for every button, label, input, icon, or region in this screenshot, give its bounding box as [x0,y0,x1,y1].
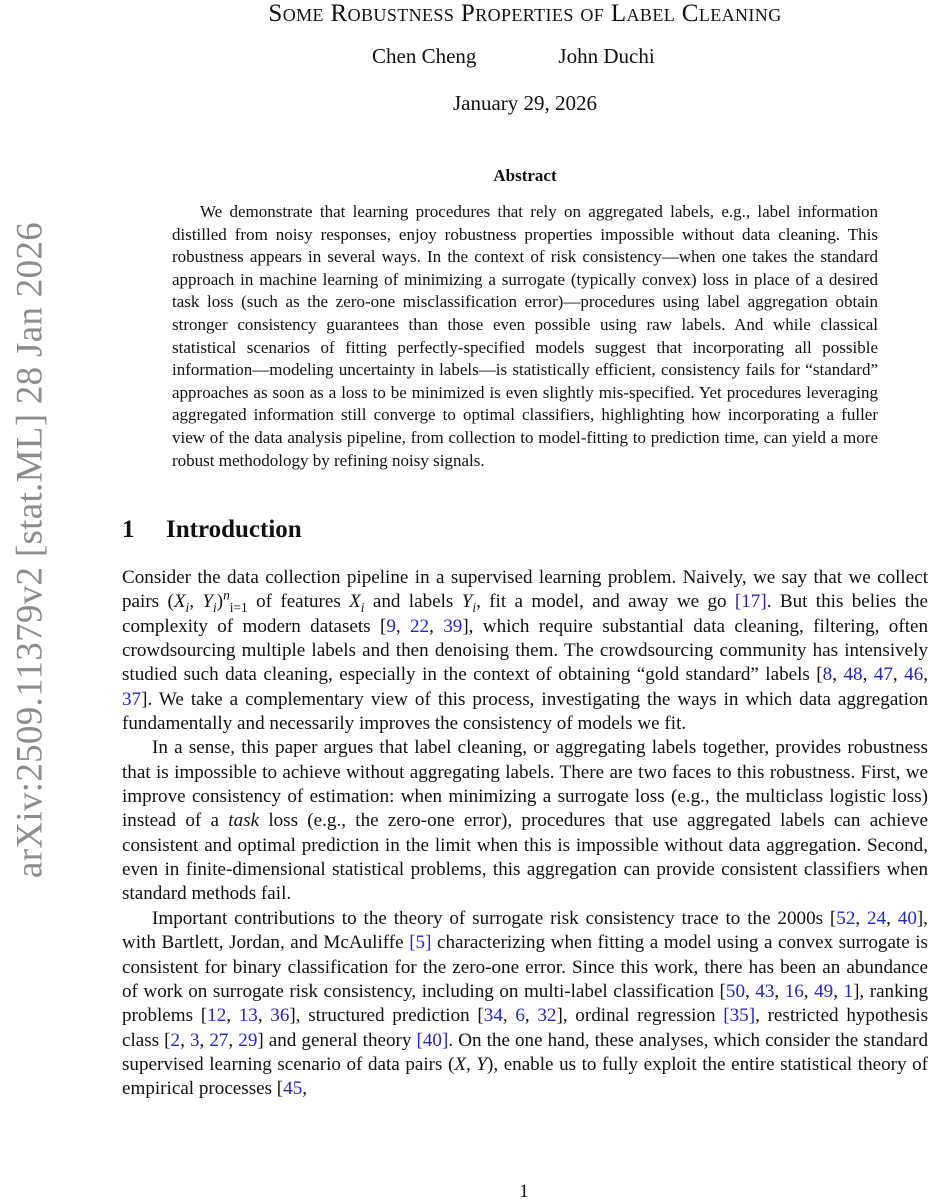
citation-link[interactable]: 9 [386,615,396,637]
citation-link[interactable]: 13 [238,1005,258,1027]
section-heading: 1 Introduction [122,516,302,543]
citation-link[interactable]: 16 [784,980,804,1002]
citation-link[interactable]: 37 [122,688,142,710]
page-number: 1 [519,1181,529,1202]
citation-link[interactable]: 32 [537,1005,557,1027]
citation-link[interactable]: 46 [904,664,924,686]
citation-link[interactable]: 50 [725,980,745,1002]
citation-link[interactable]: 40 [897,907,917,929]
citation-link[interactable]: 47 [873,664,893,686]
citation-link[interactable]: 45 [283,1078,303,1100]
author-2: John Duchi [558,44,655,68]
citation-link[interactable]: 2 [170,1029,181,1051]
citation-link[interactable]: 1 [843,980,854,1002]
citation-link[interactable]: 6 [515,1005,525,1027]
citation-link[interactable]: [5] [409,932,432,954]
citation-link[interactable]: 27 [209,1029,229,1051]
citation-link[interactable]: 34 [483,1005,503,1027]
citation-link[interactable]: 24 [867,907,887,929]
citation-link[interactable]: 22 [410,615,430,637]
citation-link[interactable]: 49 [814,980,834,1002]
citation-link[interactable]: [35] [723,1005,756,1027]
citation-link[interactable]: 3 [189,1029,200,1051]
citation-link[interactable]: 43 [755,980,775,1002]
paragraph-3: Important contributions to the theory of surrogate risk consistency trace to the 2000s [52, 24, 40], with Bartlett, Jordan, and McAuliffe [5] characterizing when fitting a model using a convex surrogate is consistent for binary classification for the zero-one error. Since this work, there has been an abundance of work on surrogate risk consistency, including on multi-label classification [50, 43, 16, 49, 1], ranking problems [12, 13, 36], structured prediction [34, 6, 32], ordinal regression [35], restricted hypothesis class [2, 3, 27, 29] and general theory [40]. On the one hand, these analyses, which consider the standard supervised learning scenario of data pairs (X, Y), enable us to fully exploit the entire statistical theory of empirical processes [45, [122,907,928,1100]
citation-link[interactable]: [17] [734,591,767,613]
citation-link[interactable]: 52 [836,907,856,929]
citation-link[interactable]: 48 [843,664,863,686]
citation-link[interactable]: 36 [270,1005,290,1027]
paper-title: Some Robustness Properties of Label Cleaning [268,0,782,27]
citation-link[interactable]: 8 [822,664,833,686]
paper-date: January 29, 2026 [452,91,598,115]
paragraph-1: Consider the data collection pipeline in a supervised learning problem. Naively, we say that we collect pairs ($X_i$, $Y_i)^n_{i=1}$ of features $X_i$ and labels $Y_i$, fit a model, and away we go [17]. But this belies the complexity of modern datasets [9, 22, 39], which require substantial data cleaning, filtering, often crowdsourcing multiple labels and then denoising them. The crowdsourcing community has intensively studied such data cleaning, especially in the context of obtaining “gold standard” labels [8, 48, 47, 46, 37]. We take a complementary view of this process, investigating the ways in which data aggregation fundamentally and necessarily improves the consistency of models we fit. [122,567,928,735]
citation-link[interactable]: 12 [207,1005,227,1027]
arxiv-side-label: arXiv:2509.11379v2 [stat.ML] 28 Jan 2026 [9,222,51,878]
author-1: Chen Cheng [372,44,477,68]
paragraph-2: In a sense, this paper argues that label cleaning, or aggregating labels together, provides robustness that is impossible to achieve without aggregating labels. There are two faces to this robustness. First, we improve consistency of estimation: when minimizing a surrogate loss (e.g., the multiclass logistic loss) instead of a task loss (e.g., the zero-one error), procedures that use aggregated labels can achieve consistent and optimal prediction in the limit when this is impossible without data aggregation. Second, even in finite-dimensional statistical problems, this aggregation can provide consistent classifiers when standard methods fail. [122,737,928,905]
citation-link[interactable]: [40] [416,1029,449,1051]
citation-link[interactable]: 29 [238,1029,258,1051]
body-text [122,566,928,1102]
authors [372,44,737,69]
abstract-text: We demonstrate that learning procedures that rely on aggregated labels, e.g., label information distilled from noisy responses, enjoy robustness properties impossible without data cleaning. This robustness appears in several ways. In the context of risk consistency—when one takes the standard approach in machine learning of minimizing a surrogate (typically convex) loss in place of a desired task loss (such as the zero-one misclassification error)—procedures using label aggregation obtain stronger consistency guarantees than those even possible using raw labels. And while classical statistical scenarios of fitting perfectly-specified models suggest that incorporating all possible information—modeling uncertainty in labels—is statistically efficient, consistency fails for “standard” approaches as soon as a loss to be minimized is even slightly mis-specified. Yet procedures leveraging aggregated information still converge to optimal classifiers, highlighting how incorporating a fuller view of the data analysis pipeline, from collection to model-fitting to prediction time, can yield a more robust methodology by refining noisy signals. [172,202,878,470]
citation-link[interactable]: 39 [443,615,463,637]
abstract-heading: Abstract [493,166,557,185]
